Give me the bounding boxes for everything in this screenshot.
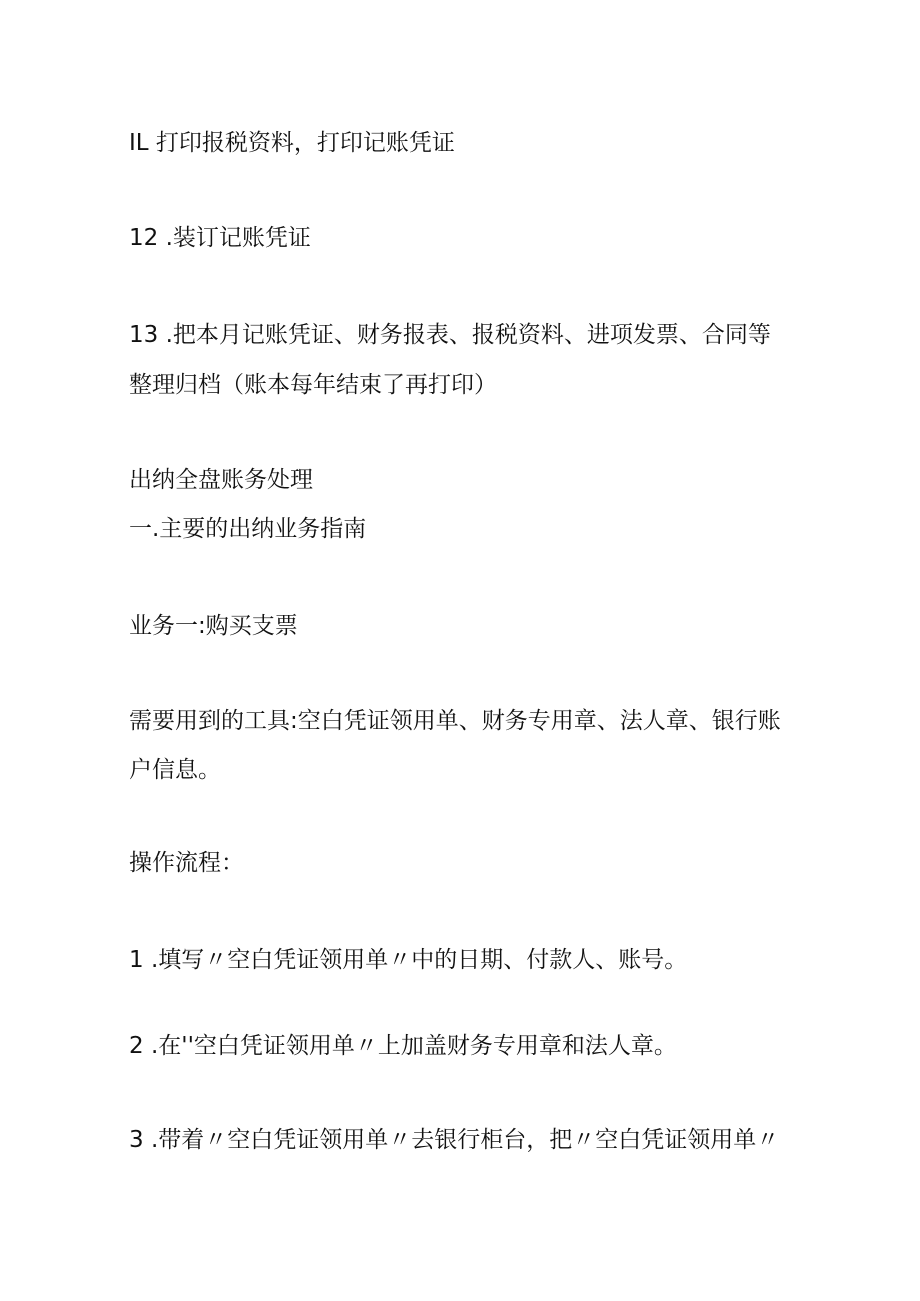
text-line-item-13: 13 .把本月记账凭证、财务报表、报税资料、进项发票、合同等 [129,322,771,348]
step-3: 3 .带着〃空白凭证领用单〃去银行柜台，把〃空白凭证领用单〃 [129,1127,780,1153]
text-line-item-12: 12 .装订记账凭证 [129,225,311,251]
tools-paragraph: 需要用到的工具:空白凭证领用单、财务专用章、法人章、银行账 [129,708,781,734]
business-title: 业务一:购买支票 [129,613,298,639]
text-line-item-11: IL 打印报税资料，打印记账凭证 [129,130,455,156]
section-heading: 出纳全盘账务处理 [129,467,313,493]
tools-paragraph-continued: 户信息。 [129,757,221,783]
subsection-heading: 一.主要的出纳业务指南 [129,516,367,542]
step-2: 2 .在''空白凭证领用单〃上加盖财务专用章和法人章。 [129,1033,677,1059]
text-line-item-13-continued: 整理归档（账本每年结束了再打印） [129,372,497,398]
process-heading: 操作流程： [129,850,244,876]
step-1: 1 .填写〃空白凭证领用单〃中的日期、付款人、账号。 [129,947,688,973]
